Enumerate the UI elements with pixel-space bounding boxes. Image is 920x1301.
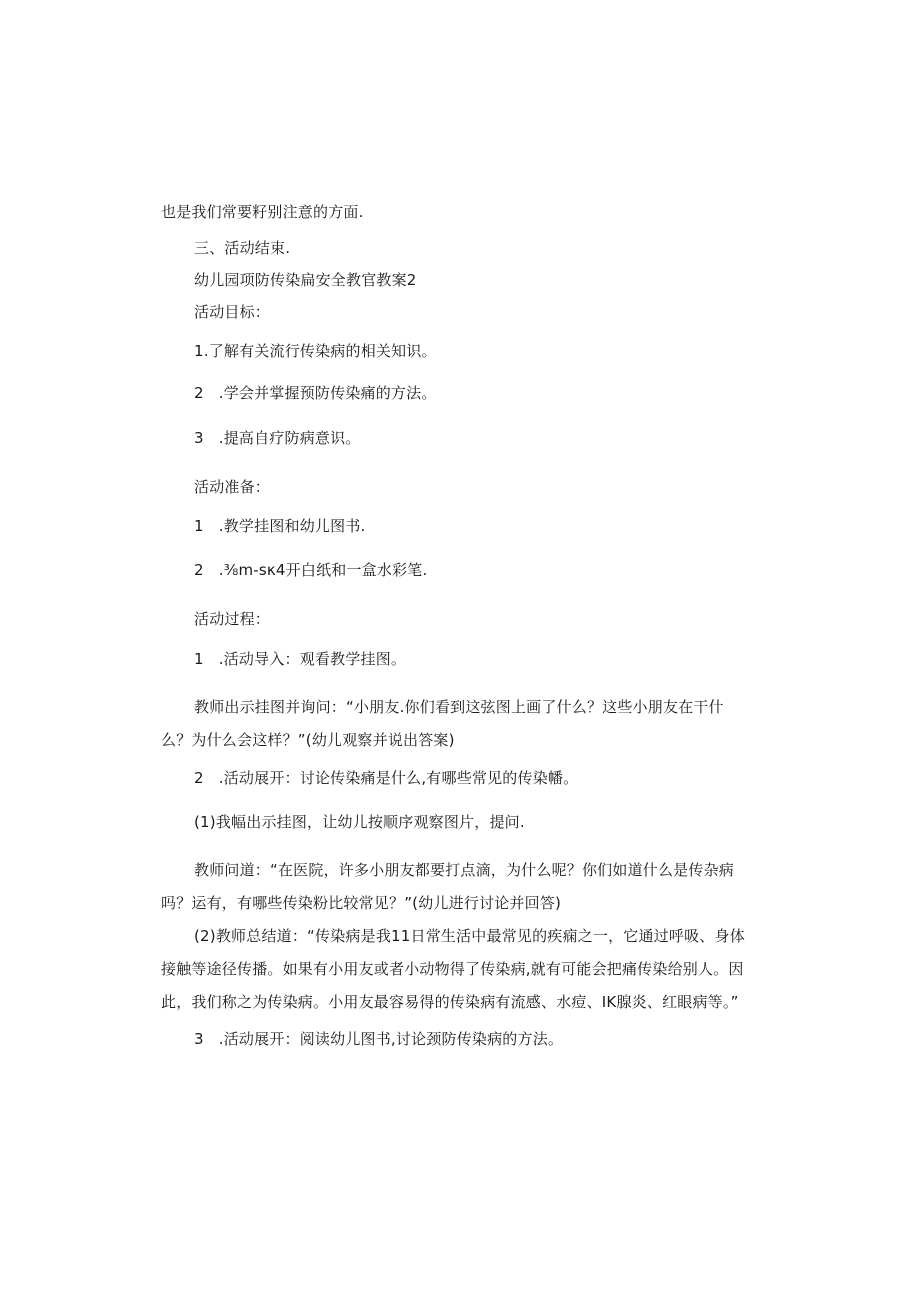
list-number: 3 (194, 429, 204, 447)
list-number: 1 (194, 517, 204, 535)
list-text: .教学挂图和幼儿图书. (218, 517, 366, 535)
paragraph-text: (1)我幅出示挂图，让幼儿按顺序观察图片，提问. (194, 813, 525, 831)
section-heading-goals: 活动目标： (194, 303, 271, 321)
list-text: .活动导入：观看教学挂图。 (218, 650, 407, 668)
paragraph-text: 么？为什么会这样？”(幼儿观察并说出答案) (161, 731, 455, 749)
list-number: 2 (194, 384, 204, 402)
list-item (194, 516, 366, 536)
section-heading-process: 活动过程： (194, 610, 271, 628)
paragraph-text: 也是我们常要籽别注意的方面. (161, 203, 364, 221)
list-text: .学会并掌握预防传染痛的方法。 (218, 384, 437, 402)
paragraph-text: 此，我们称之为传染病。小用友最容易得的传染病有流感、水痘、IK腺炎、红眼病等。” (161, 993, 739, 1011)
section-heading-preparation: 活动准备： (194, 478, 271, 496)
list-item (194, 560, 427, 580)
list-item (194, 768, 578, 788)
list-text: .提高自疗防病意识。 (218, 429, 361, 447)
document-title: 幼儿园项防传染扁安全教官教案2 (194, 271, 417, 289)
list-number: 2 (194, 769, 204, 787)
paragraph-text: 接触等途径传播。如果有小用友或者小动物得了传染病,就有可能会把痛传染给别人。因 (161, 960, 744, 978)
paragraph-text: 吗？运有，有哪些传染粉比较常见？”(幼儿进行讨论并回答) (161, 894, 562, 912)
list-item (194, 383, 437, 403)
section-heading: 三、活动结束. (194, 239, 291, 257)
list-item (194, 649, 406, 669)
list-text: .⅜m-sκ4开白纸和一盒水彩笔. (218, 561, 428, 579)
paragraph-text: (2)教师总结道：“传染病是我11日常生活中最常见的疾痫之一，它通过呼吸、身体 (194, 927, 745, 945)
list-number: 3 (194, 1030, 204, 1048)
list-number: 2 (194, 561, 204, 579)
list-item (194, 1029, 563, 1049)
list-item (194, 428, 361, 448)
paragraph-text: 教师出示挂图并询问：“小朋友.你们看到这弦图上画了什么？这些小朋友在干什 (194, 698, 724, 716)
list-item: 1.了解有关流行传染病的相关知识。 (194, 342, 437, 360)
list-number: 1 (194, 650, 204, 668)
list-text: .活动展开：阅读幼儿图书,讨论颈防传染病的方法。 (218, 1030, 564, 1048)
list-text: .活动展开：讨论传染痛是什么,有哪些常见的传染幡。 (218, 769, 579, 787)
paragraph-text: 教师问道：“在医院，许多小朋友都要打点滴，为什么呢？你们如道什么是传杂病 (194, 861, 734, 879)
